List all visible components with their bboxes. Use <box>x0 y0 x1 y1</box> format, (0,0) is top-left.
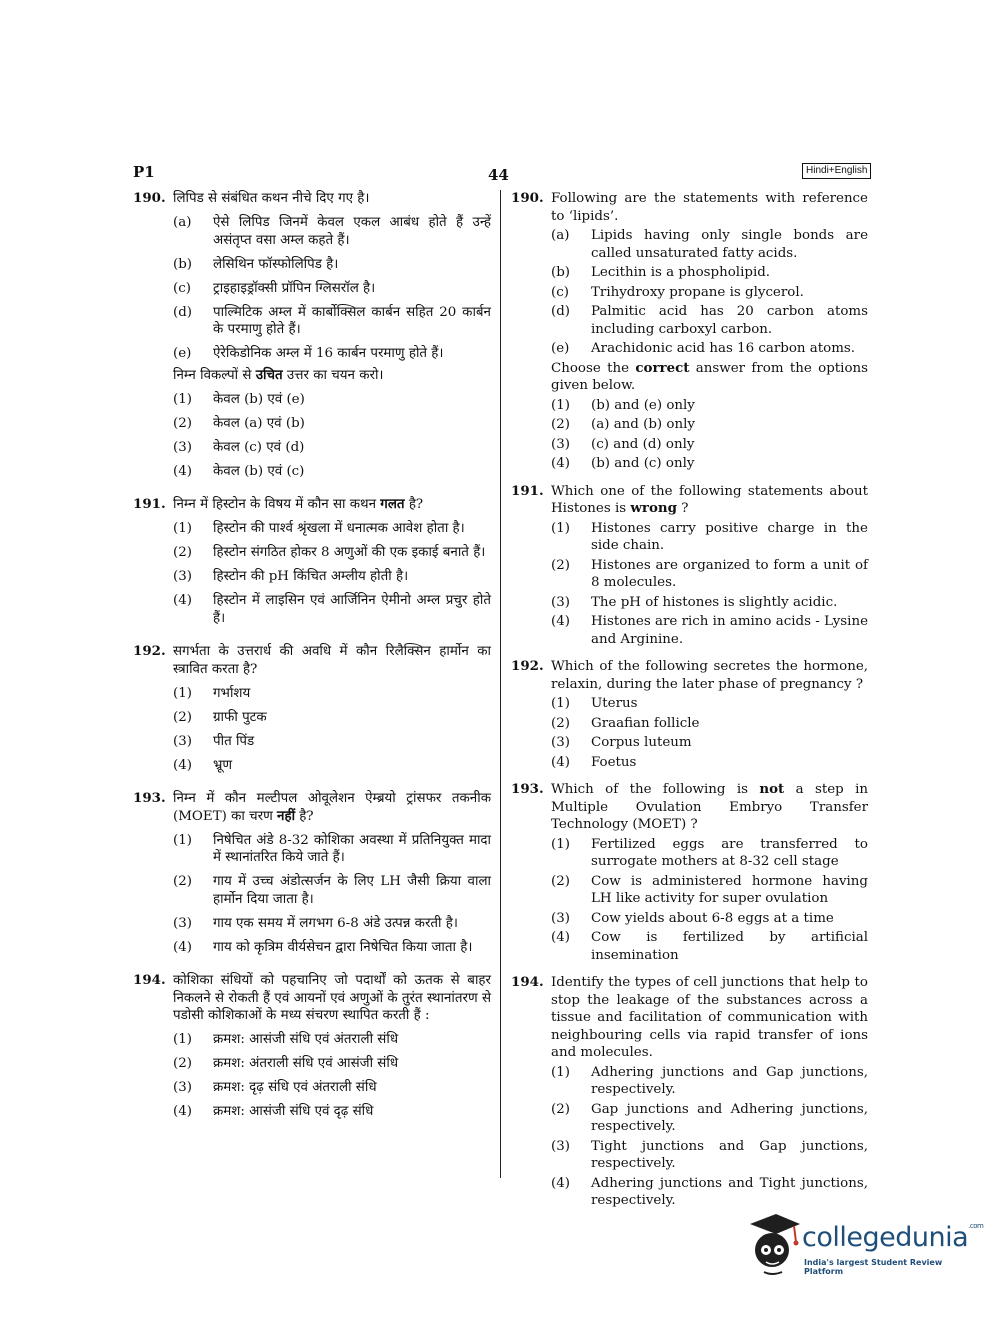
statement-item <box>173 280 491 298</box>
answer-option <box>173 939 491 957</box>
answer-option <box>551 929 868 964</box>
page-header <box>0 163 1000 193</box>
column-divider <box>500 190 501 1178</box>
question-192 <box>511 658 868 771</box>
question-stem <box>173 790 491 825</box>
mascot-icon <box>742 1210 802 1280</box>
statement-item <box>173 345 491 363</box>
question-number: 191. <box>511 482 544 499</box>
option-label: (1) <box>173 832 192 848</box>
answer-option <box>173 709 491 727</box>
statement-text: पाल्मिटिक अम्ल में कार्बोक्सिल कार्बन सहित 20 कार्बन के परमाणु होते हैं। <box>213 304 491 337</box>
answer-option <box>173 391 491 409</box>
answer-option <box>173 568 491 586</box>
answer-option <box>173 757 491 775</box>
answer-option <box>551 520 868 555</box>
answer-option <box>173 1031 491 1049</box>
option-text: Cow is fertilized by artificial insemination <box>591 930 868 963</box>
answer-option <box>173 1079 491 1097</box>
statement-item <box>173 214 491 249</box>
stem-emphasis: wrong <box>630 500 677 516</box>
statement-label: (c) <box>551 284 569 300</box>
statement-item <box>551 227 868 262</box>
answer-option <box>173 733 491 751</box>
question-191 <box>133 496 491 627</box>
english-column <box>511 190 868 1210</box>
answer-option <box>551 1064 868 1099</box>
answer-option <box>551 557 868 592</box>
paper-code: P1 <box>133 163 155 181</box>
option-text: (c) and (d) only <box>591 436 695 452</box>
question-191 <box>511 483 868 649</box>
statement-label: (c) <box>173 280 191 296</box>
option-text: हिस्टोन में लाइसिन एवं आर्जिनिन ऐमीनो अम्ल प्रचुर होते हैं। <box>213 593 491 626</box>
statement-label: (a) <box>173 215 192 230</box>
question-number: 190. <box>133 190 166 206</box>
option-text: Histones carry positive charge in the side chain. <box>591 520 868 553</box>
statement-item <box>551 340 868 358</box>
option-label: (2) <box>173 1056 192 1071</box>
question-190 <box>133 190 491 480</box>
hindi-column <box>133 190 491 1121</box>
stem-text: Which of the following secretes the hormone, relaxin, during the later phase of pregnancy ? <box>551 659 868 692</box>
option-label: (4) <box>551 1175 570 1191</box>
option-text: गाय में उच्च अंडोत्सर्जन के लिए LH जैसी क्रिया वाला हार्मोन दिया जाता है। <box>213 874 491 907</box>
stem-text: Which one of the following statements about Histones is <box>551 483 868 516</box>
answer-instruction <box>551 360 868 395</box>
option-text: हिस्टोन की pH किंचित अम्लीय होती है। <box>213 569 409 584</box>
question-number: 193. <box>511 781 544 797</box>
option-text: (b) and (e) only <box>591 397 695 413</box>
statement-text: लेसिथिन फॉस्फोलिपिड है। <box>213 256 339 272</box>
option-text: भ्रूण <box>213 757 233 773</box>
instruction-text: Choose the <box>551 360 636 376</box>
question-number: 190. <box>511 190 544 206</box>
option-label: (2) <box>551 417 570 432</box>
stem-text: कोशिका संधियों को पहचानिए जो पदार्थों को ऊतक से बाहर निकलने से रोकती हैं एवं आयनों एवं अणुओं के तुरंत स्थानांतरण से पडोसी कोशिकाओं के मध्य संचरण स्थापित करती हैं : <box>173 973 491 1023</box>
statement-item <box>551 284 868 302</box>
instruction-text: निम्न विकल्पों से <box>173 367 256 383</box>
stem-text: सगर्भता के उत्तरार्ध की अवधि में कौन रिलैक्सिन हार्मोन का स्त्रावित करता है? <box>173 644 491 677</box>
option-text: पीत पिंड <box>213 733 255 749</box>
statement-label: (b) <box>173 256 193 272</box>
stem-text: ? <box>677 501 689 516</box>
answer-option <box>551 873 868 908</box>
option-label: (4) <box>551 456 570 471</box>
question-stem <box>173 972 491 1025</box>
option-text: हिस्टोन की पार्श्व श्रृंखला में धनात्मक आवेश होता है। <box>213 521 465 536</box>
option-label: (3) <box>551 1138 570 1154</box>
option-label: (3) <box>173 439 192 455</box>
option-text: क्रमश: अंतराली संधि एवं आसंजी संधि <box>213 1056 399 1071</box>
option-text: The pH of histones is slightly acidic. <box>591 594 838 610</box>
instruction-emphasis: correct <box>635 359 690 376</box>
stem-text: है? <box>404 497 424 512</box>
option-label: (4) <box>551 614 570 629</box>
statement-text: Lipids having only single bonds are called unsaturated fatty acids. <box>591 228 868 261</box>
option-text: Uterus <box>591 696 638 711</box>
instruction-emphasis: उचित <box>255 366 283 383</box>
answer-option <box>551 734 868 752</box>
option-label: (4) <box>173 939 192 955</box>
option-text: गर्भाशय <box>213 685 251 701</box>
statement-item <box>173 256 491 274</box>
question-190 <box>511 190 868 473</box>
stem-emphasis: not <box>759 781 785 797</box>
answer-option <box>173 520 491 538</box>
question-number: 192. <box>133 643 166 659</box>
option-label: (2) <box>551 873 570 889</box>
answer-option <box>551 910 868 928</box>
option-label: (2) <box>173 545 192 560</box>
question-number: 194. <box>133 972 166 988</box>
option-label: (2) <box>173 415 192 431</box>
option-text: केवल (c) एवं (d) <box>213 439 305 455</box>
option-label: (3) <box>551 594 570 610</box>
instruction-text: answer from the options given below. <box>551 360 868 393</box>
option-label: (3) <box>551 910 570 926</box>
statement-text: Lecithin is a phospholipid. <box>591 265 771 280</box>
option-text: केवल (b) एवं (c) <box>213 463 305 479</box>
option-label: (2) <box>551 715 570 731</box>
answer-option <box>551 416 868 434</box>
question-number: 191. <box>133 496 166 512</box>
answer-option <box>173 873 491 908</box>
question-192 <box>133 643 491 774</box>
option-text: Graafian follicle <box>591 715 700 731</box>
answer-option <box>173 1055 491 1073</box>
option-label: (2) <box>173 874 192 889</box>
answer-option <box>173 1103 491 1121</box>
brand-tagline: India's largest Student Review Platform <box>804 1258 943 1276</box>
option-text: केवल (a) एवं (b) <box>213 415 305 431</box>
option-label: (4) <box>173 1104 192 1119</box>
instruction-text: उत्तर का चयन करो। <box>282 367 384 383</box>
option-text: Cow yields about 6-8 eggs at a time <box>591 910 834 926</box>
option-label: (2) <box>173 709 192 725</box>
statement-text: Arachidonic acid has 16 carbon atoms. <box>591 341 856 356</box>
option-label: (3) <box>551 436 570 452</box>
option-label: (1) <box>551 696 570 711</box>
collegedunia-logo <box>742 1210 984 1280</box>
question-number: 192. <box>511 658 544 674</box>
stem-text: a step in Multiple Ovulation Embryo Transfer Technology (MOET) ? <box>551 782 869 832</box>
answer-option <box>551 715 868 733</box>
option-text: केवल (b) एवं (e) <box>213 391 305 407</box>
option-label: (1) <box>551 836 570 852</box>
stem-text: Identify the types of cell junctions that help to stop the leakage of the substances across a tissue and facilitation of communication with neighbouring cells via rapid transfer of ions and molecules. <box>551 975 868 1060</box>
option-label: (1) <box>551 1064 570 1080</box>
answer-option <box>551 836 868 871</box>
question-193 <box>133 790 491 956</box>
language-badge: Hindi+English <box>802 163 871 179</box>
option-text: हिस्टोन संगठित होकर 8 अणुओं की एक इकाई बनाते हैं। <box>213 545 486 560</box>
statement-label: (d) <box>551 304 571 319</box>
option-text: क्रमश: आसंजी संधि एवं अंतराली संधि <box>213 1032 399 1047</box>
question-number: 193. <box>133 790 166 806</box>
statement-label: (e) <box>551 341 570 356</box>
answer-option <box>173 685 491 703</box>
option-text: Tight junctions and Gap junctions, respectively. <box>591 1138 868 1171</box>
statement-text: Palmitic acid has 20 carbon atoms including carboxyl carbon. <box>591 304 868 337</box>
statement-label: (e) <box>173 346 192 361</box>
question-stem <box>551 658 868 693</box>
option-label: (1) <box>173 685 192 701</box>
option-label: (2) <box>551 557 570 573</box>
answer-option <box>551 1138 868 1173</box>
answer-option <box>551 436 868 454</box>
option-label: (4) <box>173 757 192 773</box>
question-stem <box>551 190 868 225</box>
stem-emphasis: गलत <box>380 496 405 512</box>
option-text: Histones are rich in amino acids - Lysine and Arginine. <box>591 614 868 647</box>
question-number: 194. <box>511 974 544 990</box>
option-label: (4) <box>551 930 570 945</box>
option-label: (4) <box>551 754 570 770</box>
option-text: Fertilized eggs are transferred to surrogate mothers at 8-32 cell stage <box>591 836 868 869</box>
option-label: (1) <box>551 397 570 413</box>
question-194 <box>511 974 868 1210</box>
option-label: (1) <box>173 1032 192 1047</box>
stem-text: है? <box>295 808 314 824</box>
option-label: (3) <box>551 735 570 750</box>
option-text: Cow is administered hormone having LH like activity for super ovulation <box>591 873 868 906</box>
option-label: (4) <box>173 593 192 608</box>
option-text: गाय को कृत्रिम वीर्यसेचन द्वारा निषेचित किया जाता है। <box>213 939 473 955</box>
answer-option <box>173 415 491 433</box>
option-label: (3) <box>173 733 192 749</box>
answer-option <box>173 463 491 481</box>
answer-option <box>551 594 868 612</box>
question-stem <box>173 496 491 514</box>
answer-option <box>551 397 868 415</box>
statement-item <box>551 264 868 282</box>
option-text: Corpus luteum <box>591 735 692 750</box>
question-193 <box>511 781 868 964</box>
answer-option <box>551 455 868 473</box>
statement-label: (d) <box>173 304 193 320</box>
question-stem <box>551 781 868 834</box>
answer-option <box>551 754 868 772</box>
stem-text: Following are the statements with reference to ‘lipids’. <box>551 191 868 224</box>
option-label: (1) <box>173 521 192 536</box>
option-text: (a) and (b) only <box>591 417 695 432</box>
answer-option <box>173 592 491 627</box>
option-label: (1) <box>173 391 192 407</box>
statement-label: (a) <box>551 228 570 243</box>
answer-option <box>173 832 491 867</box>
question-stem <box>551 974 868 1062</box>
option-text: निषेचित अंडे 8-32 कोशिका अवस्था में प्रतिनियुक्त मादा में स्थानांतरित किये जाते हैं। <box>213 832 491 865</box>
question-stem <box>173 643 491 678</box>
statement-item <box>173 304 491 339</box>
statement-item <box>551 303 868 338</box>
answer-option <box>173 915 491 933</box>
option-text: क्रमश: आसंजी संधि एवं दृढ़ संधि <box>213 1104 374 1119</box>
answer-instruction <box>173 367 491 385</box>
question-stem <box>551 483 868 518</box>
option-text: Histones are organized to form a unit of 8 molecules. <box>591 557 868 590</box>
stem-text: निम्न में हिस्टोन के विषय में कौन सा कथन <box>173 497 381 512</box>
option-label: (2) <box>551 1101 570 1117</box>
statement-text: Trihydroxy propane is glycerol. <box>591 284 804 300</box>
answer-option <box>551 1175 868 1210</box>
brand-name: collegedunia$^{.com}$ <box>802 1222 984 1253</box>
question-194 <box>133 972 491 1121</box>
answer-option <box>173 439 491 457</box>
stem-emphasis: नहीं <box>277 807 296 824</box>
answer-option <box>551 613 868 648</box>
option-text: Adhering junctions and Gap junctions, respectively. <box>591 1064 868 1097</box>
option-text: ग्राफी पुटक <box>213 709 267 725</box>
option-text: गाय एक समय में लगभग 6-8 अंडे उत्पन्न करती है। <box>213 915 458 931</box>
stem-text: Which of the following is <box>551 782 760 797</box>
answer-option <box>551 1101 868 1136</box>
option-label: (3) <box>173 1080 192 1095</box>
answer-option <box>551 695 868 713</box>
stem-text: निम्न में कौन मल्टीपल ओवूलेशन ऐम्ब्रयो ट्रांसफर तकनीक (MOET) का चरण <box>173 791 491 824</box>
statement-label: (b) <box>551 265 571 280</box>
stem-text: लिपिड से संबंधित कथन नीचे दिए गए है। <box>173 191 370 206</box>
answer-option <box>173 544 491 562</box>
option-text: Gap junctions and Adhering junctions, respectively. <box>591 1101 868 1134</box>
option-text: Adhering junctions and Tight junctions, respectively. <box>591 1175 868 1208</box>
statement-text: ट्राइहाइड्रॉक्सी प्रॉपिन ग्लिसरॉल है। <box>213 280 376 296</box>
option-text: Foetus <box>591 754 637 770</box>
option-text: (b) and (c) only <box>591 456 695 471</box>
statement-text: ऐसे लिपिड जिनमें केवल एकल आबंध होते हैं उन्हें असंतृप्त वसा अम्ल कहते हैं। <box>213 215 491 248</box>
page-number: 44 <box>488 166 509 184</box>
option-label: (4) <box>173 463 192 479</box>
statement-text: ऐरेकिडोनिक अम्ल में 16 कार्बन परमाणु होते हैं। <box>213 346 444 361</box>
option-label: (1) <box>551 520 570 536</box>
option-label: (3) <box>173 915 192 931</box>
question-stem <box>173 190 491 208</box>
option-label: (3) <box>173 569 192 584</box>
option-text: क्रमश: दृढ़ संधि एवं अंतराली संधि <box>213 1080 377 1095</box>
